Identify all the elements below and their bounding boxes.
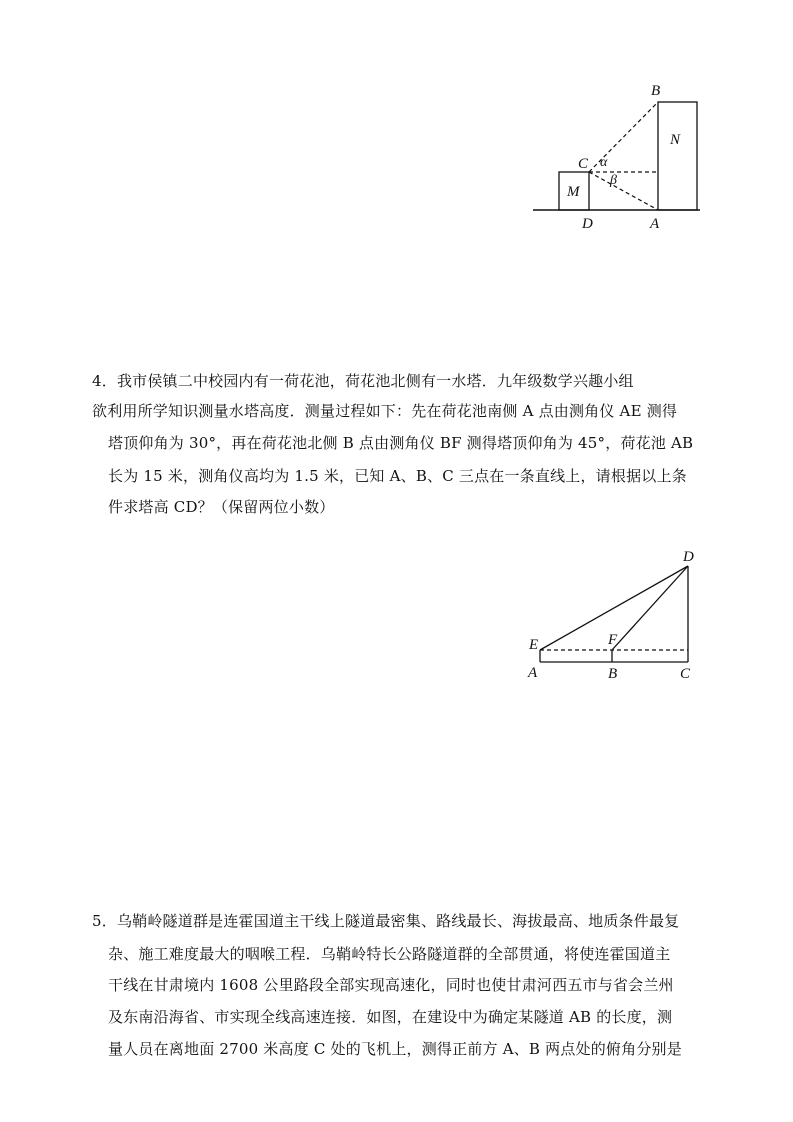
- label-d: D: [683, 549, 694, 565]
- label-c: C: [680, 666, 691, 682]
- figure-water-tower: [522, 546, 712, 686]
- label-d: D: [582, 216, 593, 232]
- problem-5-line-4: 及东南沿海省、市实现全线高速连接．如图，在建设中为确定某隧道 AB 的长度，测: [108, 1008, 673, 1026]
- problem-4-line-3: 塔顶仰角为 30°，再在荷花池北侧 B 点由测角仪 BF 测得塔顶仰角为 45°，荷花池 AB: [108, 434, 694, 452]
- problem-5-number: 5．: [92, 912, 117, 930]
- label-alpha: α: [600, 155, 608, 170]
- problem-5-line-3: 干线在甘肃境内 1608 公里路段全部实现高速化，同时也使甘肃河西五市与省会兰州: [108, 976, 674, 994]
- problem-4-line-2: 欲利用所学知识测量水塔高度．测量过程如下：先在荷花池南侧 A 点由测角仪 AE 测得: [92, 402, 678, 420]
- problem-4-number: 4．: [92, 372, 117, 390]
- label-f: F: [608, 632, 618, 648]
- problem-4-line-5: 件求塔高 CD？（保留两位小数）: [108, 498, 335, 516]
- figure-tower-elevation: [530, 78, 710, 238]
- problem-5-line-2: 杂、施工难度最大的咽喉工程．乌鞘岭特长公路隧道群的全部贯通，将使连霍国道主: [108, 945, 671, 963]
- problem-5-line-1: [92, 906, 679, 936]
- problem-4-line-4: 长为 15 米，测角仪高均为 1.5 米，已知 A、B、C 三点在一条直线上，请根据以上条: [108, 467, 687, 485]
- sightline-ca: [589, 172, 658, 210]
- problem-4-text-1: 我市侯镇二中校园内有一荷花池，荷花池北侧有一水塔．九年级数学兴趣小组: [116, 372, 634, 390]
- label-a: A: [650, 216, 660, 232]
- problem-5-line-5: 量人员在离地面 2700 米高度 C 处的飞机上，测得正前方 A、B 两点处的俯角分别是: [108, 1040, 682, 1058]
- label-n: N: [670, 132, 681, 148]
- problem-5-text-1: 乌鞘岭隧道群是连霍国道主干线上隧道最密集、路线最长、海拔最高、地质条件最复: [116, 912, 680, 930]
- label-b: B: [651, 83, 661, 99]
- building-n: [658, 102, 697, 210]
- problem-4-line-1: [92, 366, 634, 396]
- label-b: B: [608, 666, 618, 682]
- label-a: A: [528, 665, 538, 681]
- label-beta: β: [610, 173, 617, 188]
- label-e: E: [529, 637, 539, 653]
- sightline-fd: [612, 566, 688, 650]
- label-c: C: [578, 156, 589, 172]
- label-m: M: [567, 184, 580, 200]
